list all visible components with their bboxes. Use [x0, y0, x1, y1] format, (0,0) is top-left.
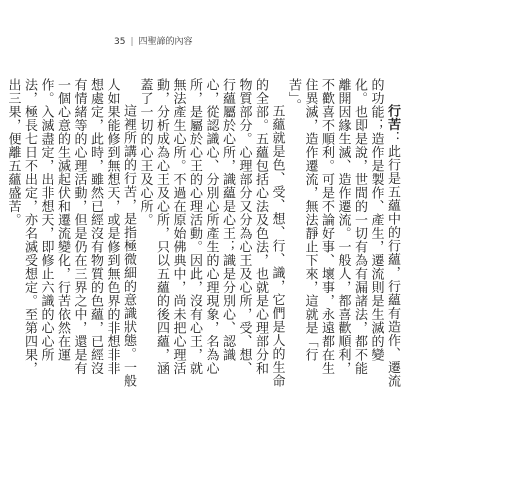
- paragraph-five-aggregates: 五蘊就是色、受、想、行、識，它們是人的生命的全部。五蘊包括心法及色法，也就是心理部分和物質部分。心理部分又分為心王及心所，受、想、行蘊屬於心所，識蘊是心王；識是分別心、認識心，從認識心、分別心所產生的心理現象，名為心所，是屬於心王的心理活動。因此，沒有心王，就無法產生心所。不過在原始佛典中，尚未把心理活動，分析成為心王及心所，只以五蘊的後四蘊，涵蓋了一切的心王及心所。: [137, 78, 285, 388]
- page-number: 35: [114, 37, 126, 47]
- header-separator: |: [130, 37, 134, 47]
- running-title: 四聖諦的內容: [138, 37, 193, 47]
- paragraph-subtle-consciousness: 這裡所講的行苦，是指極微細的意識狀態。一般人如果能修到無想天，或是修到無色界的非想非非想處定，此時，雖然已經沒有物質的色蘊，已經沒有情緒等的心理活動，但是仍在三界之中，還是有一個心意的生滅起伏和遷流變化，行苦依然在運作。入滅盡定，出非想天，即修止六識的心心所法，極長七日不出定，亦名滅受想定。至第四果，出三果，便離五蘊盛苦。: [5, 78, 136, 388]
- paragraph-text: ：此行是五蘊中的行蘊，行蘊有造作、遷流的功能；造作是製作、產生，遷流則是生滅的變化。也即是說，世間的一切有為有漏諸法，都不能離開因緣生滅、造作遷流。一般人，都喜歡順利，不歡喜不順利。可是不論好事、壞事，永遠都在生住異滅，造作遷流，無法靜止下來，這就是「行苦」。: [286, 78, 400, 388]
- section-heading: 行苦: [385, 104, 400, 131]
- vertical-body-text: [5, 78, 400, 388]
- paragraph-xingku: [285, 78, 401, 388]
- page-header: [114, 34, 193, 47]
